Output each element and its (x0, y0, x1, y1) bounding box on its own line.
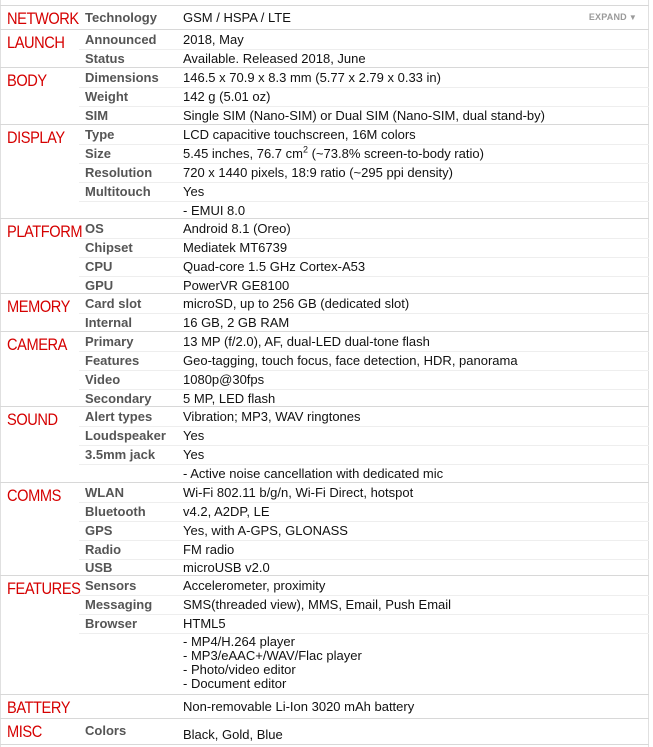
spec-value: SMS(threaded view), MMS, Email, Push Email (183, 597, 452, 612)
spec-value: microSD, up to 256 GB (dedicated slot) (183, 296, 410, 311)
spec-row-video (79, 370, 649, 390)
spec-title[interactable]: Technology (85, 10, 157, 25)
spec-row-alert-types (79, 407, 649, 427)
spec-value: Yes (183, 447, 205, 462)
category-label-comms: COMMS (7, 486, 61, 505)
spec-value: Accelerometer, proximity (183, 578, 326, 593)
table-bottom-border (0, 744, 649, 745)
spec-row-status (79, 49, 649, 68)
spec-row-chipset (79, 238, 649, 258)
feature-line: - MP4/H.264 player (183, 634, 295, 649)
category-label-misc: MISC (7, 722, 42, 741)
spec-title[interactable]: Bluetooth (85, 504, 146, 519)
spec-row-internal (79, 313, 649, 332)
spec-title[interactable]: CPU (85, 259, 113, 274)
spec-title[interactable]: Weight (85, 89, 129, 104)
spec-value: FM radio (183, 542, 235, 557)
spec-row-sound-extra (79, 464, 649, 483)
spec-value: 13 MP (f/2.0), AF, dual-LED dual-tone flash (183, 334, 430, 349)
spec-title[interactable]: WLAN (85, 485, 124, 500)
spec-title[interactable]: Alert types (85, 409, 153, 424)
spec-value: GSM / HSPA / LTE (183, 10, 291, 25)
spec-value: PowerVR GE8100 (183, 278, 290, 293)
spec-title[interactable]: Loudspeaker (85, 428, 166, 443)
spec-row-technology (79, 8, 649, 27)
category-label-platform: PLATFORM (7, 222, 83, 241)
spec-value: - Active noise cancellation with dedicated mic (183, 466, 444, 481)
spec-row-primary (79, 332, 649, 352)
spec-value: HTML5 (183, 616, 226, 631)
spec-title[interactable]: Size (85, 146, 112, 161)
spec-value: Android 8.1 (Oreo) (183, 221, 291, 236)
spec-title[interactable]: Features (85, 353, 140, 368)
spec-title[interactable]: Browser (85, 616, 138, 631)
spec-value: 2018, May (183, 32, 244, 47)
spec-title[interactable]: Radio (85, 542, 122, 557)
spec-value: Vibration; MP3, WAV ringtones (183, 409, 361, 424)
spec-value: Quad-core 1.5 GHz Cortex-A53 (183, 259, 366, 274)
section-display (0, 124, 649, 218)
category-label-camera: CAMERA (7, 335, 67, 354)
spec-row-dimensions (79, 68, 649, 88)
spec-title[interactable]: Announced (85, 32, 157, 47)
triangle-down-icon: ▼ (628, 13, 637, 22)
section-body (0, 67, 649, 124)
spec-value: - EMUI 8.0 (183, 203, 246, 218)
spec-row-type (79, 125, 649, 145)
spec-value: Yes (183, 428, 205, 443)
category-label-memory: MEMORY (7, 297, 70, 316)
spec-value: 720 x 1440 pixels, 18:9 ratio (~295 ppi density) (183, 165, 453, 180)
section-comms (0, 482, 649, 575)
spec-title[interactable]: Card slot (85, 296, 142, 311)
category-label-launch: LAUNCH (7, 33, 65, 52)
spec-row-resolution (79, 163, 649, 183)
spec-value: 146.5 x 70.9 x 8.3 mm (5.77 x 2.79 x 0.33 in) (183, 70, 441, 85)
spec-value: Non-removable Li-Ion 3020 mAh battery (183, 699, 415, 714)
spec-row-radio (79, 540, 649, 560)
spec-value: Yes, with A-GPS, GLONASS (183, 523, 348, 538)
category-label-battery: BATTERY (7, 698, 71, 717)
spec-title[interactable]: Sensors (85, 578, 137, 593)
spec-title[interactable]: Chipset (85, 240, 133, 255)
section-network (0, 5, 649, 29)
spec-value: Black, Gold, Blue (183, 727, 283, 742)
spec-title[interactable]: Dimensions (85, 70, 159, 85)
spec-row-multitouch (79, 182, 649, 202)
spec-row-sensors (79, 576, 649, 596)
spec-value: LCD capacitive touchscreen, 16M colors (183, 127, 416, 142)
section-features (0, 575, 649, 694)
spec-row-colors (79, 721, 649, 740)
spec-value: 5 MP, LED flash (183, 391, 276, 406)
spec-value: Yes (183, 184, 205, 199)
spec-row-announced (79, 30, 649, 50)
spec-row-weight (79, 87, 649, 107)
spec-title[interactable]: 3.5mm jack (85, 447, 156, 462)
category-label-features: FEATURES (7, 579, 81, 598)
spec-row-battery (79, 697, 649, 716)
spec-row-loudspeaker (79, 426, 649, 446)
category-label-display: DISPLAY (7, 128, 65, 147)
spec-value: Single SIM (Nano-SIM) or Dual SIM (Nano-SIM, dual stand-by) (183, 108, 545, 123)
section-platform (0, 218, 649, 293)
spec-row-size (79, 144, 649, 164)
section-launch (0, 29, 649, 67)
spec-title[interactable]: USB (85, 560, 113, 575)
spec-row-wlan (79, 483, 649, 503)
spec-value: Mediatek MT6739 (183, 240, 288, 255)
spec-title[interactable]: Colors (85, 723, 127, 738)
spec-title[interactable]: OS (85, 221, 104, 236)
size-value-superscript: 2 (302, 144, 308, 155)
spec-row-cpu (79, 257, 649, 277)
category-label-sound: SOUND (7, 410, 58, 429)
spec-value: microUSB v2.0 (183, 560, 270, 575)
spec-row-card-slot (79, 294, 649, 314)
section-memory (0, 293, 649, 331)
feature-line: - Document editor (183, 676, 287, 691)
section-misc (0, 718, 649, 744)
spec-row-bluetooth (79, 502, 649, 522)
spec-row-messaging (79, 595, 649, 615)
spec-title[interactable]: Primary (85, 334, 134, 349)
spec-value: 142 g (5.01 oz) (183, 89, 271, 104)
spec-row-jack (79, 445, 649, 465)
spec-value: Wi-Fi 802.11 b/g/n, Wi-Fi Direct, hotspot (183, 485, 414, 500)
spec-value: 1080p@30fps (183, 372, 265, 387)
expand-label: EXPAND (588, 12, 627, 22)
spec-row-sim (79, 106, 649, 125)
spec-title[interactable]: GPS (85, 523, 113, 538)
category-label-network: NETWORK (7, 9, 79, 28)
spec-title[interactable]: SIM (85, 108, 109, 123)
spec-value: Available. Released 2018, June (183, 51, 366, 66)
spec-title[interactable]: Secondary (85, 391, 152, 406)
spec-title[interactable]: Resolution (85, 165, 153, 180)
section-battery (0, 694, 649, 718)
spec-value-multiline (183, 635, 362, 691)
spec-title[interactable]: Multitouch (85, 184, 151, 199)
category-label-body: BODY (7, 71, 47, 90)
feature-line: - MP3/eAAC+/WAV/Flac player (183, 648, 362, 663)
size-value-ratio: (~73.8% screen-to-body ratio) (307, 146, 484, 161)
spec-row-gps (79, 521, 649, 541)
spec-title[interactable]: Status (85, 51, 125, 66)
spec-value: 16 GB, 2 GB RAM (183, 315, 290, 330)
expand-button[interactable] (589, 12, 637, 22)
section-camera (0, 331, 649, 406)
spec-value (183, 144, 484, 163)
spec-title[interactable]: Internal (85, 315, 132, 330)
spec-value: Geo-tagging, touch focus, face detection, HDR, panorama (183, 353, 518, 368)
spec-title[interactable]: Messaging (85, 597, 153, 612)
spec-row-features (79, 351, 649, 371)
section-sound (0, 406, 649, 482)
spec-row-features-extra (79, 633, 649, 695)
spec-row-os (79, 219, 649, 239)
spec-value: v4.2, A2DP, LE (183, 504, 270, 519)
size-value-main: 5.45 inches, 76.7 cm (183, 146, 303, 161)
feature-line: - Photo/video editor (183, 662, 296, 677)
spec-title[interactable]: Video (85, 372, 121, 387)
spec-title[interactable]: GPU (85, 278, 114, 293)
spec-row-browser (79, 614, 649, 634)
spec-title[interactable]: Type (85, 127, 115, 142)
